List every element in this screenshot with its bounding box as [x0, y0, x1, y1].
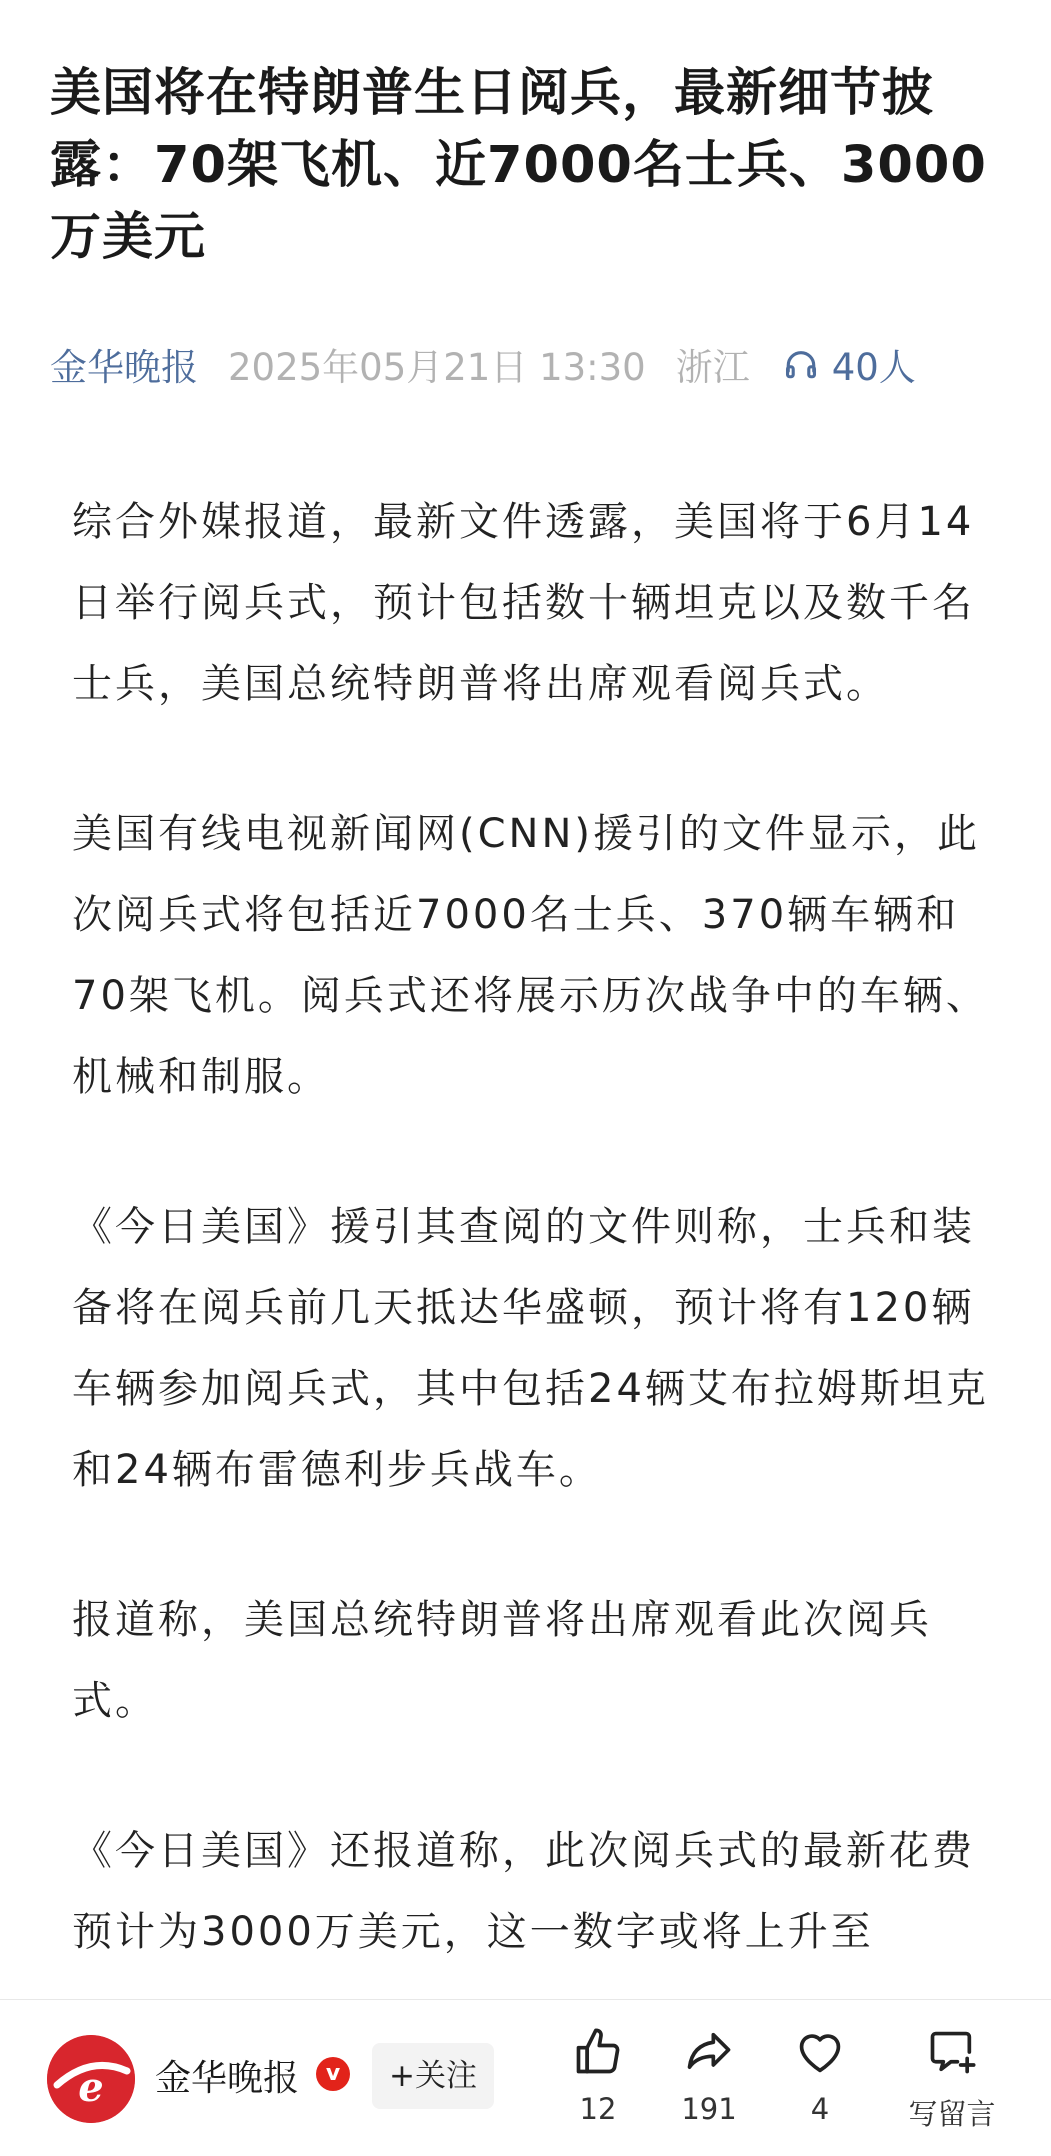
paragraph: 《今日美国》援引其查阅的文件则称，士兵和装备将在阅兵前几天抵达华盛顿，预计将有120辆车辆参加阅兵式，其中包括24辆艾布拉姆斯坦克和24辆布雷德利步兵战车。	[72, 1204, 989, 1493]
listen-button[interactable]	[784, 337, 916, 391]
share-button[interactable]	[654, 2026, 764, 2136]
paragraph: 综合外媒报道，最新文件透露，美国将于6月14日举行阅兵式，预计包括数十辆坦克以及数千名士兵，美国总统特朗普将出席观看阅兵式。	[72, 499, 975, 707]
favorite-count: 4	[810, 2092, 830, 2126]
like-count: 12	[579, 2092, 617, 2126]
like-icon	[572, 2026, 624, 2078]
favorite-icon	[794, 2026, 846, 2078]
share-icon	[683, 2026, 735, 2078]
article-body	[72, 482, 992, 2042]
like-button[interactable]	[543, 2026, 653, 2136]
listen-count: 40人	[831, 346, 916, 389]
comment-icon	[925, 2026, 979, 2078]
account-name[interactable]: 金华晚报	[155, 2058, 300, 2099]
share-count: 191	[681, 2092, 737, 2126]
avatar[interactable]	[47, 2035, 135, 2123]
svg-text:e: e	[78, 2064, 104, 2111]
comment-button[interactable]	[880, 2026, 1024, 2136]
region-label: 浙江	[675, 346, 750, 389]
paragraph: 美国有线电视新闻网(CNN)援引的文件显示，此次阅兵式将包括近7000名士兵、370辆车辆和70架飞机。阅兵式还将展示历次战争中的车辆、机械和制服。	[72, 811, 989, 1100]
source-link[interactable]: 金华晚报	[50, 346, 198, 389]
comment-label: 写留言	[908, 2097, 996, 2131]
article-title: 美国将在特朗普生日阅兵，最新细节披露：70架飞机、近7000名士兵、3000万美元	[50, 64, 987, 267]
bottom-action-bar	[0, 1999, 1051, 2156]
paragraph: 《今日美国》还报道称，此次阅兵式的最新花费预计为3000万美元，这一数字或将上升至	[72, 1828, 975, 1955]
headphones-icon	[784, 347, 818, 381]
publish-date: 2025年05月21日 13:30	[228, 346, 646, 389]
favorite-button[interactable]	[765, 2026, 875, 2136]
follow-button[interactable]: +关注	[372, 2043, 494, 2109]
verified-badge: v	[316, 2057, 350, 2091]
avatar-logo	[47, 2035, 135, 2123]
article-meta	[50, 336, 916, 392]
paragraph: 报道称，美国总统特朗普将出席观看此次阅兵式。	[72, 1597, 932, 1724]
